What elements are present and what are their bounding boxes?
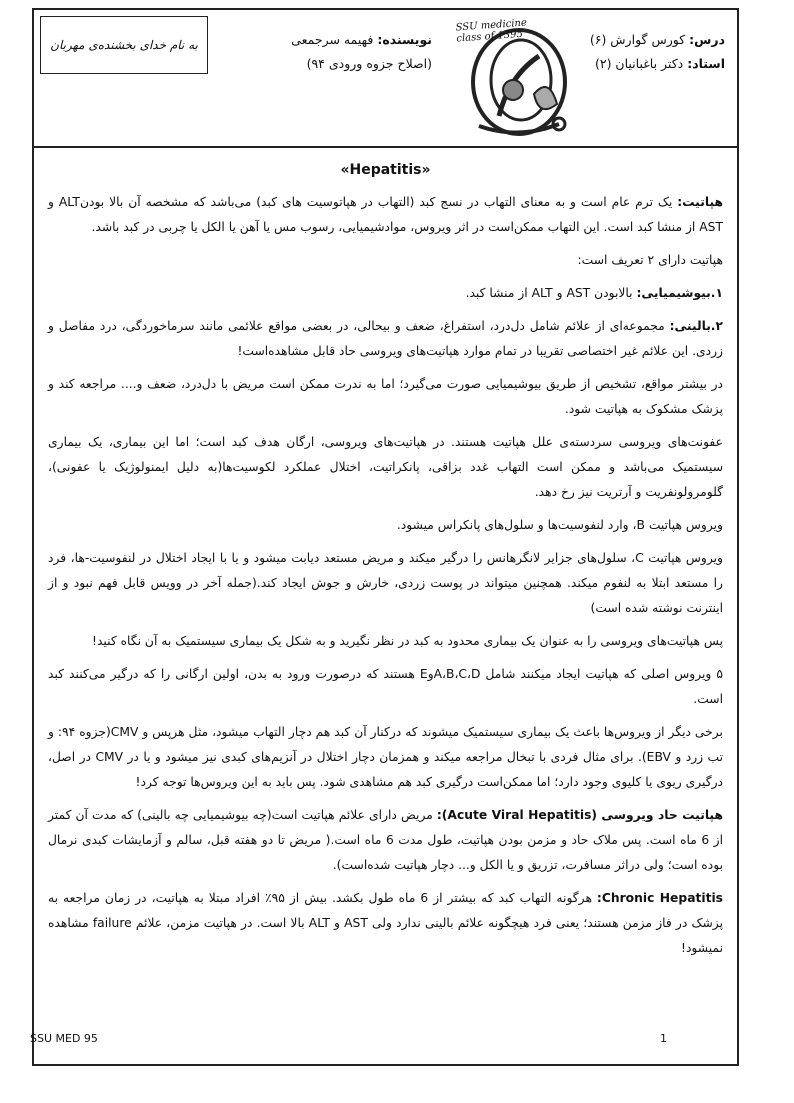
course-block <box>575 28 725 76</box>
paragraph: پس هپاتیت‌های ویروسی را به عنوان یک بیماری محدود به کبد در نظر نگیرید و به شکل یک بیماری سیستمیک به آن نگاه کنید! <box>92 634 723 648</box>
document-title: «Hepatitis» <box>340 162 431 178</box>
course-name: کورس گوارش (۶) <box>589 32 690 47</box>
bismillah-box <box>40 16 208 74</box>
paragraph: ویروس هپاتیت C، سلول‌های جزایر لانگرهانس را درگیر میکند و مریض مستعد دیابت میشود و یا با ایجاد اختلال در لنفوسیت-ها، فرد را مستعد ابتلا به لنفوم میکند. همچنین میتواند در پوست زردی، خارش و جوش ایجاد کند.(جمله آخر در وویس قابل فهم نبود و از اینترنت نوشته شده است) <box>48 551 723 615</box>
paragraph: عفونت‌های ویروسی سردسته‌ی علل هپاتیت هستند. در هپاتیت‌های ویروسی، ارگان هدف کبد است؛ اما این بیماری، یک بیماری سیستمیک می‌باشد و ممکن است التهاب غدد بزاقی، پانکراتیت، اختلال عملکرد لکوسیت‌ها(به دلیل ایمنولوژیک یا عفونی)، گلومرولونفریت و آرتریت نیز رخ دهد. <box>48 435 723 499</box>
paragraph: هپاتیت: یک ترم عام است و به معنای التهاب در نسج کبد (التهاب در هپاتوسیت های کبد) می‌باشد که مشخصه آن بالا بودنALT و AST از منشا کبد است. این التهاب ممکن‌است در اثر ویروس، موادشیمیایی، رسوب مس یا آهن یا الکل یا چربی در کبد باشد. <box>48 195 723 234</box>
bismillah-text: به نام خدای بخشنده‌ی مهربان <box>50 38 198 52</box>
paragraph: هپاتیت حاد ویروسی (Acute Viral Hepatitis): مریض دارای علائم هپاتیت است(چه بیوشیمیایی چه بالینی) که مدت آن کمتر از 6 ماه است. پس ملاک حاد و مزمن بودن هپاتیت، طول مدت 6 ماه است.( مریض تا دو هفته قبل، سالم و آزمایشات کبدی نرمال بوده است؛ ولی دراثر مسافرت، تزریق و یا الکل و... دچار هپاتیت شده‌است). <box>48 808 724 872</box>
course-label: درس: <box>689 32 725 47</box>
header <box>34 10 737 148</box>
logo-caption-line2: class of 1395 <box>456 28 524 45</box>
footer-label: SSU MED 95 <box>30 1032 98 1045</box>
paragraph: ویروس هپاتیت B، وارد لنفوسیت‌ها و سلول‌های پانکراس میشود. <box>396 518 723 532</box>
page-frame <box>32 8 739 1066</box>
paragraph: در بیشتر مواقع، تشخیص از طریق بیوشیمیایی صورت می‌گیرد؛ اما به ندرت ممکن است مریض با دل‌درد، ضعف و.... مراجعه کند و پزشک مشکوک به هپاتیت شود. <box>48 377 723 416</box>
author-block <box>262 28 432 76</box>
paragraph: برخی دیگر از ویروس‌ها باعث یک بیماری سیستمیک میشوند که درکنار آن کبد هم دچار التهاب میشود، مثل هرپس و CMV(جزوه ۹۴: و تب زرد و EBV). برای مثال فردی با تبخال مراجعه میکند و همزمان دچار اختلال در آنزیم‌های کبدی نیز میشود و یا در CMV در اصل، درگیری ریوی یا کلیوی وجود دارد؛ اما ممکن‌است درگیری کبد هم مشاهدی شود. پس باید به این ویروس‌ها توجه کرد! <box>48 725 724 789</box>
paragraph: ۵ ویروس اصلی که هپاتیت ایجاد میکنند شامل A،B،C،DوE هستند که درصورت ورود به بدن، اولین ارگانی را که درگیر می‌کنند کبد است. <box>48 667 724 706</box>
professor-label: استاد: <box>687 55 725 71</box>
logo-caption-line1: SSU medicine <box>455 17 528 34</box>
professor-name: دکتر باغبانیان (۲) <box>594 55 688 71</box>
revision-note: (اصلاح جزوه ورودی ۹۴) <box>306 55 432 71</box>
paragraph: هپاتیت دارای ۲ تعریف است: <box>577 253 723 267</box>
paragraph: ۱.بیوشیمیایی: بالابودن AST و ALT از منشا کبد. <box>465 286 723 300</box>
paragraph: Chronic Hepatitis: هرگونه التهاب کبد که بیشتر از 6 ماه طول بکشد. بیش از ۹۵٪ افراد مبتلا به هپاتیت، در زمان مراجعه به پزشک در فاز مزمن هستند؛ یعنی فرد هیچگونه علائم بالینی ندارد ولی AST و ALT بالا است. در هپاتیت مزمن، علائم failure مشاهده نمیشود! <box>48 891 723 955</box>
paragraph: ۲.بالینی: مجموعه‌ای از علائم شامل دل‌درد، استفراغ، ضعف و بیحالی، در بعضی مواقع علائمی مانند سرماخوردگی، درد مفاصل و زردی. این علائم غیر اختصاصی تقریبا در تمام موارد هپاتیت‌های ویروسی حاد قابل مشاهده‌است! <box>48 319 723 358</box>
author-label: نویسنده: <box>377 32 432 47</box>
author-name: فهیمه سرجمعی <box>291 32 378 47</box>
page-number: 1 <box>660 1032 667 1045</box>
document-body <box>48 158 723 969</box>
